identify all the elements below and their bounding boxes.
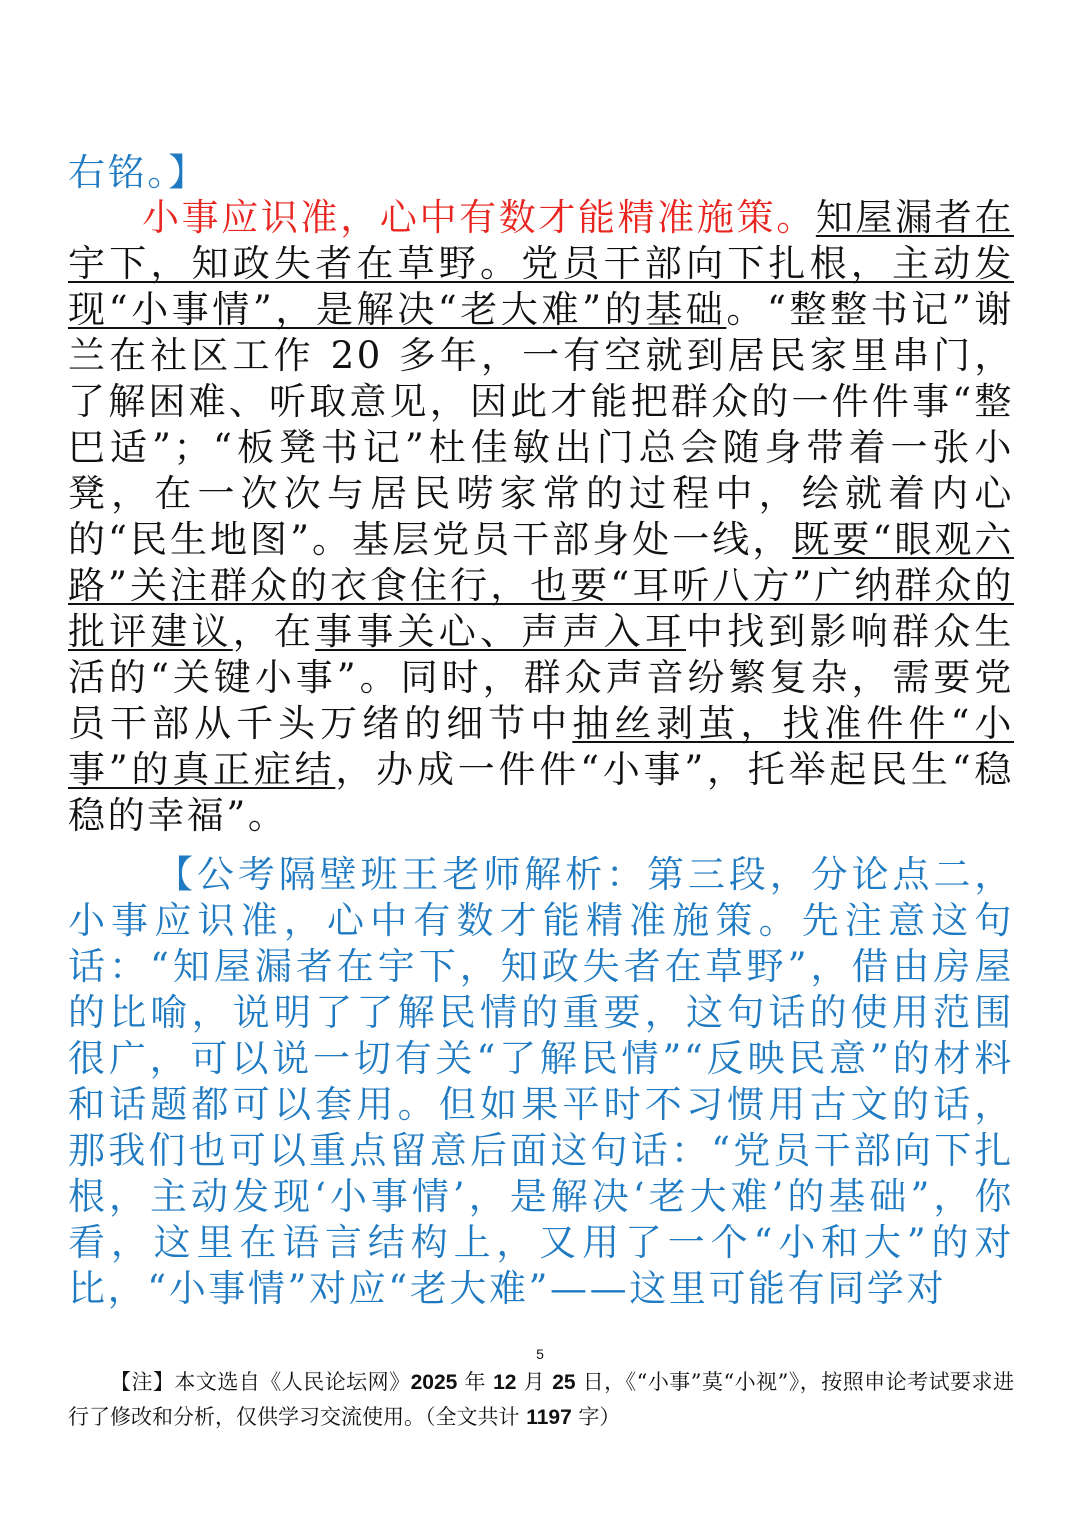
underlined-phrase: 抽丝剥茧，找准件件“小事”的真正症结 [68,702,1014,791]
body-text: ，在 [232,610,316,653]
underlined-phrase: 事事关心、声声入耳 [315,610,686,653]
footnote-text: 字） [571,1405,621,1429]
analysis-tail-text: 右铭。】 [68,151,208,194]
subpoint-heading: 小事应识准，心中有数才能精准施策。 [142,196,816,239]
footnote-text: 【注】本文选自《人民论坛网》 [110,1370,411,1394]
underlined-sentence: 知屋漏者在宇下，知政失者在草野。党员干部向下扎根，主动发现“小事情”，是解决“老大难”的基础 [68,196,1014,331]
footnote-text: 年 [457,1370,494,1394]
footnote [68,1365,1014,1435]
analysis-paragraph-end [68,150,1014,196]
footnote-text: 月 [516,1370,553,1394]
body-text: ，办成一件件“小事”，托举起民生“稳稳的幸福”。 [68,748,1015,837]
footnote-day: 25 [552,1371,576,1394]
underlined-sentence: 既要“眼观六路”关注群众的衣食住行，也要“耳听八方”广纳群众的批评建议 [68,518,1015,653]
footnote-year: 2025 [410,1371,458,1394]
page-number: 5 [536,1346,544,1362]
analysis-paragraph [68,852,1014,1312]
body-paragraph [68,195,1014,839]
footnote-text: 日，《“小事”莫“小视”》，按照申论考试要求进行了修改和分析，仅供学习交流使用。（全文共计 [68,1370,1014,1429]
footnote-char-count: 1197 [526,1406,572,1429]
footnote-month: 12 [493,1371,517,1394]
body-text: 中找到影响群众生活的“关键小事”。同时，群众声音纷繁复杂，需要党员干部从千头万绪的细节中 [68,610,1014,745]
body-text: 。“整整书记”谢兰在社区工作 20 多年，一有空就到居民家里串门，了解困难、听取意见，因此才能把群众的一件件事“整巴适”；“板凳书记”杜佳敏出门总会随身带着一张小凳，在一次次与居民唠家常的过程中，绘就着内心的“民生地图”。基层党员干部身处一线， [68,288,1014,561]
analysis-text: 【公考隔壁班王老师解析：第三段，分论点二，小事应识准，心中有数才能精准施策。先注意这句话：“知屋漏者在宇下，知政失者在草野”，借由房屋的比喻，说明了了解民情的重要，这句话的使用范围很广，可以说一切有关“了解民情”“反映民意”的材料和话题都可以套用。但如果平时不习惯用古文的话，那我们也可以重点留意后面这句话：“党员干部向下扎根，主动发现‘小事情’，是解决‘老大难’的基础”，你看，这里在语言结构上，又用了一个“小和大”的对比，“小事情”对应“老大难”——这里可能有同学对 [68,853,1014,1310]
